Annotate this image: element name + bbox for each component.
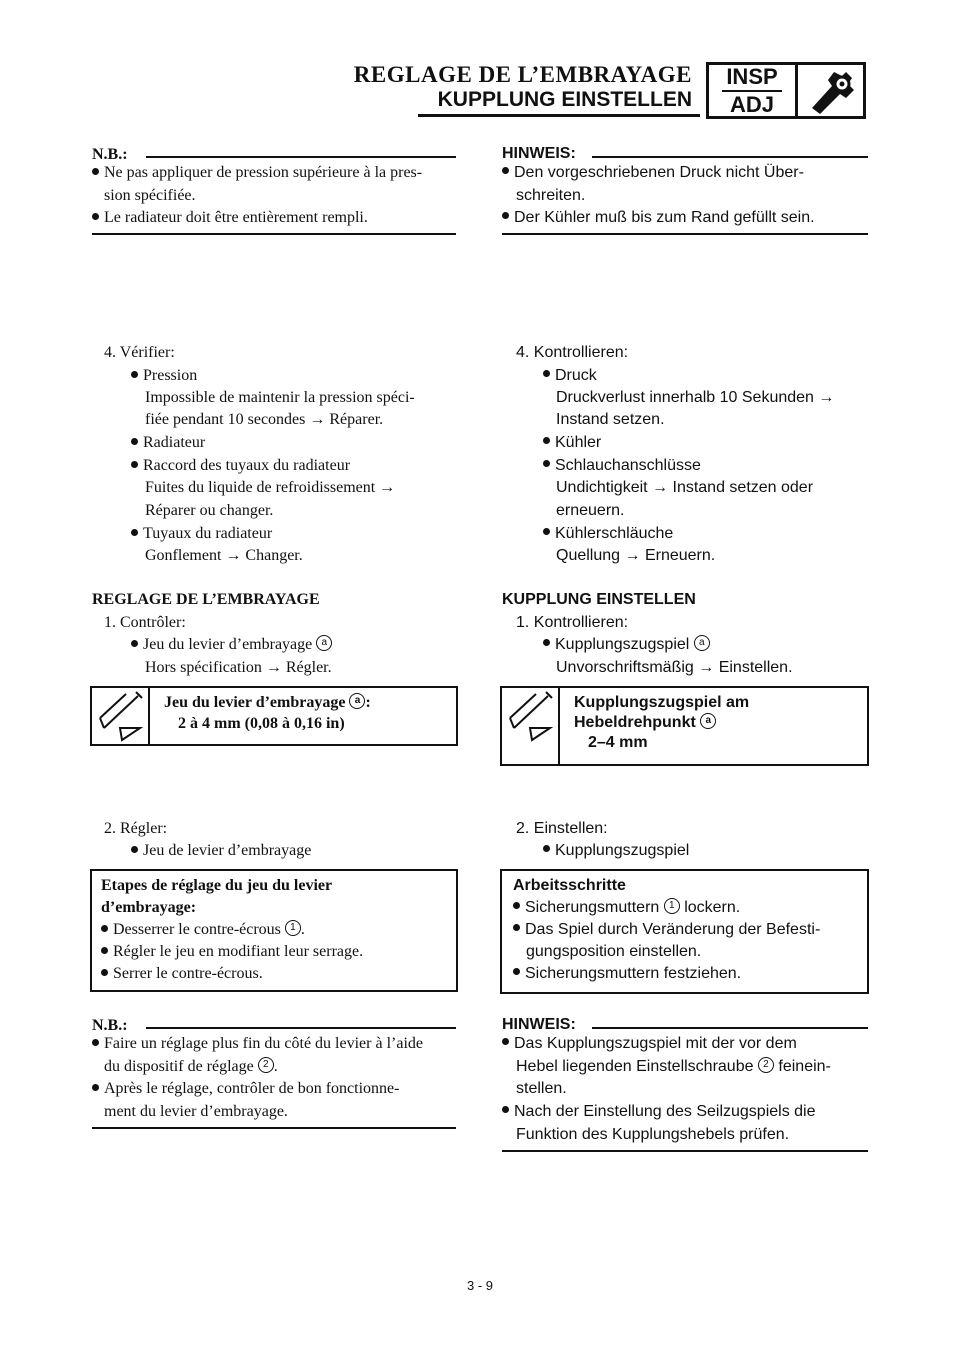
de-step4-line6: Undichtigkeit → Instand setzen oder xyxy=(556,479,814,496)
fr-steps-line1: Desserrer le contre-écrous 1 . xyxy=(101,921,305,939)
de-hinweis2-bottom-rule xyxy=(502,1150,868,1152)
de-steps-line2: Das Spiel durch Veränderung der Befesti- xyxy=(513,921,820,939)
fr-nb2-line2: du dispositif de réglage 2 . xyxy=(104,1058,278,1075)
de-steps-line4: Sicherungsmuttern festziehen. xyxy=(513,965,741,983)
fr-step4-line7: Réparer ou changer. xyxy=(145,502,274,519)
fr-steps-title1: Etapes de réglage du jeu du levier xyxy=(101,877,333,894)
fr-spec-line1: Jeu du levier d’embrayage a : xyxy=(164,694,371,711)
header-title-de: KUPPLUNG EINSTELLEN xyxy=(437,88,692,111)
bullet-icon xyxy=(92,168,99,175)
insp-adj-badge xyxy=(706,62,866,119)
bullet-icon xyxy=(502,167,509,174)
de-spec-line3: 2–4 mm xyxy=(588,734,648,751)
fr-steps-box xyxy=(90,869,458,992)
fr-nb1-bottom-rule xyxy=(92,233,456,235)
fr-step2-title: 2. Régler: xyxy=(104,820,168,837)
fr-nb2-title: N.B.: xyxy=(92,1017,128,1034)
de-step4-line7: erneuern. xyxy=(556,502,625,519)
caliper-icon xyxy=(502,688,558,744)
fr-nb1-top-rule xyxy=(146,156,456,158)
bullet-icon xyxy=(131,371,138,378)
fr-step4-line8: Tuyaux du radiateur xyxy=(131,523,272,545)
fr-step2-line1: Jeu de levier d’embrayage xyxy=(131,840,311,862)
bullet-icon xyxy=(543,528,550,535)
de-hinweis1-line3: Der Kühler muß bis zum Rand gefüllt sein. xyxy=(502,207,815,229)
fr-nb2-line4: ment du levier d’embrayage. xyxy=(104,1103,288,1120)
fr-nb1-line2: sion spécifiée. xyxy=(104,187,196,204)
de-hinweis2-line4: Nach der Einstellung des Seilzugspiels die xyxy=(502,1101,816,1123)
de-spec-line2: Hebeldrehpunkt a xyxy=(574,714,716,732)
fr-section-title: REGLAGE DE L’EMBRAYAGE xyxy=(92,591,320,608)
de-spec-icon-cell xyxy=(502,688,560,764)
bullet-icon xyxy=(502,1038,509,1045)
bullet-icon xyxy=(502,212,509,219)
bullet-icon xyxy=(543,460,550,467)
bullet-icon xyxy=(513,968,520,975)
de-hinweis1-bottom-rule xyxy=(502,233,868,235)
bullet-icon xyxy=(131,438,138,445)
fr-nb2-line3: Après le réglage, contrôler de bon fonctionne- xyxy=(92,1078,399,1100)
fr-spec-line2: 2 à 4 mm (0,08 à 0,16 in) xyxy=(178,715,345,732)
marker-a: a xyxy=(700,713,716,729)
fr-steps-title2: d’embrayage: xyxy=(101,899,197,916)
bullet-icon xyxy=(101,969,108,976)
fr-step4-line9: Gonflement → Changer. xyxy=(145,547,303,564)
de-spec-box xyxy=(500,686,869,766)
bullet-icon xyxy=(543,639,550,646)
marker-1: 1 xyxy=(285,920,301,936)
bullet-icon xyxy=(131,640,138,647)
de-hinweis1-line1: Den vorgeschriebenen Druck nicht Über- xyxy=(502,162,804,184)
de-steps-line3: gungsposition einstellen. xyxy=(526,943,702,960)
fr-nb1-title: N.B.: xyxy=(92,146,128,163)
fr-nb2-line1: Faire un réglage plus fin du côté du levier à l’aide xyxy=(92,1033,423,1055)
bullet-icon xyxy=(513,924,520,931)
fr-step4-line3: fiée pendant 10 secondes → Réparer. xyxy=(145,411,384,428)
de-step4-line1: Druck xyxy=(543,365,597,387)
de-hinweis1-title: HINWEIS: xyxy=(502,145,576,162)
de-hinweis2-title: HINWEIS: xyxy=(502,1016,576,1033)
fr-step4-line4: Radiateur xyxy=(131,432,205,454)
de-hinweis2-line2: Hebel liegenden Einstellschraube 2 feinein- xyxy=(516,1058,831,1075)
bullet-icon xyxy=(543,437,550,444)
de-step1-line1: Kupplungszugspiel a xyxy=(543,634,710,656)
fr-spec-icon-cell xyxy=(92,688,150,744)
de-step2-line1: Kupplungszugspiel xyxy=(543,840,689,862)
de-hinweis1-line2: schreiten. xyxy=(516,187,586,204)
de-hinweis2-line5: Funktion des Kupplungshebels prüfen. xyxy=(516,1126,790,1143)
bullet-icon xyxy=(92,1039,99,1046)
fr-nb2-bottom-rule xyxy=(92,1127,456,1129)
fr-nb1-line3: Le radiateur doit être entièrement rempli. xyxy=(92,207,368,229)
marker-2: 2 xyxy=(758,1057,774,1073)
bullet-icon xyxy=(513,902,520,909)
bullet-icon xyxy=(502,1106,509,1113)
header-rule xyxy=(418,114,700,117)
fr-step4-title: 4. Vérifier: xyxy=(104,344,175,361)
de-step2-title: 2. Einstellen: xyxy=(516,820,608,837)
bullet-icon xyxy=(543,370,550,377)
bullet-icon xyxy=(101,925,108,932)
de-hinweis2-top-rule xyxy=(592,1027,868,1029)
de-step4-line2: Druckverlust innerhalb 10 Sekunden → xyxy=(556,389,835,406)
de-step4-line3: Instand setzen. xyxy=(556,411,665,428)
de-step4-line9: Quellung → Erneuern. xyxy=(556,547,716,564)
fr-step1-line1: Jeu du levier d’embrayage a xyxy=(131,634,332,656)
fr-steps-line3: Serrer le contre-écrous. xyxy=(101,965,263,983)
de-hinweis2-line3: stellen. xyxy=(516,1080,567,1097)
de-step4-line4: Kühler xyxy=(543,432,601,454)
de-steps-title: Arbeitsschritte xyxy=(513,877,626,894)
marker-a: a xyxy=(316,635,332,651)
de-step1-line2: Unvorschriftsmäßig → Einstellen. xyxy=(556,659,793,676)
fr-step4-line5: Raccord des tuyaux du radiateur xyxy=(131,455,350,477)
de-spec-line1: Kupplungszugspiel am xyxy=(574,694,750,711)
fr-step1-line2: Hors spécification → Régler. xyxy=(145,659,332,676)
fr-steps-line2: Régler le jeu en modifiant leur serrage. xyxy=(101,943,363,961)
marker-a: a xyxy=(349,693,365,709)
bullet-icon xyxy=(543,845,550,852)
fr-nb2-top-rule xyxy=(146,1027,456,1029)
page-number: 3 - 9 xyxy=(466,1278,493,1293)
marker-a: a xyxy=(694,635,710,651)
bullet-icon xyxy=(131,461,138,468)
fr-step4-line1: Pression xyxy=(131,365,197,387)
bullet-icon xyxy=(131,529,138,536)
caliper-icon xyxy=(92,688,148,744)
de-section-title: KUPPLUNG EINSTELLEN xyxy=(502,591,696,608)
fr-step1-title: 1. Contrôler: xyxy=(104,614,186,631)
fr-step4-line6: Fuites du liquide de refroidissement → xyxy=(145,479,396,496)
de-step4-title: 4. Kontrollieren: xyxy=(516,344,629,361)
wrench-tool-icon xyxy=(798,65,863,116)
de-steps-line1: Sicherungsmuttern 1 lockern. xyxy=(513,899,740,917)
bullet-icon xyxy=(101,947,108,954)
de-hinweis1-top-rule xyxy=(592,156,868,158)
de-steps-box xyxy=(500,869,869,994)
de-step4-line8: Kühlerschläuche xyxy=(543,523,673,545)
de-step1-title: 1. Kontrollieren: xyxy=(516,614,629,631)
bullet-icon xyxy=(92,213,99,220)
header-title-fr: REGLAGE DE L’EMBRAYAGE xyxy=(353,62,692,87)
fr-step4-line2: Impossible de maintenir la pression spéci- xyxy=(145,389,415,406)
badge-bottom-text: ADJ xyxy=(729,91,774,117)
fr-spec-box xyxy=(90,686,458,746)
marker-2: 2 xyxy=(258,1057,274,1073)
fr-nb1-line1: Ne pas appliquer de pression supérieure à la pres- xyxy=(92,162,422,184)
de-step4-line5: Schlauchanschlüsse xyxy=(543,455,701,477)
bullet-icon xyxy=(92,1084,99,1091)
marker-1: 1 xyxy=(664,898,680,914)
bullet-icon xyxy=(131,846,138,853)
badge-top-text: INSP xyxy=(726,63,778,89)
de-hinweis2-line1: Das Kupplungszugspiel mit der vor dem xyxy=(502,1033,797,1055)
